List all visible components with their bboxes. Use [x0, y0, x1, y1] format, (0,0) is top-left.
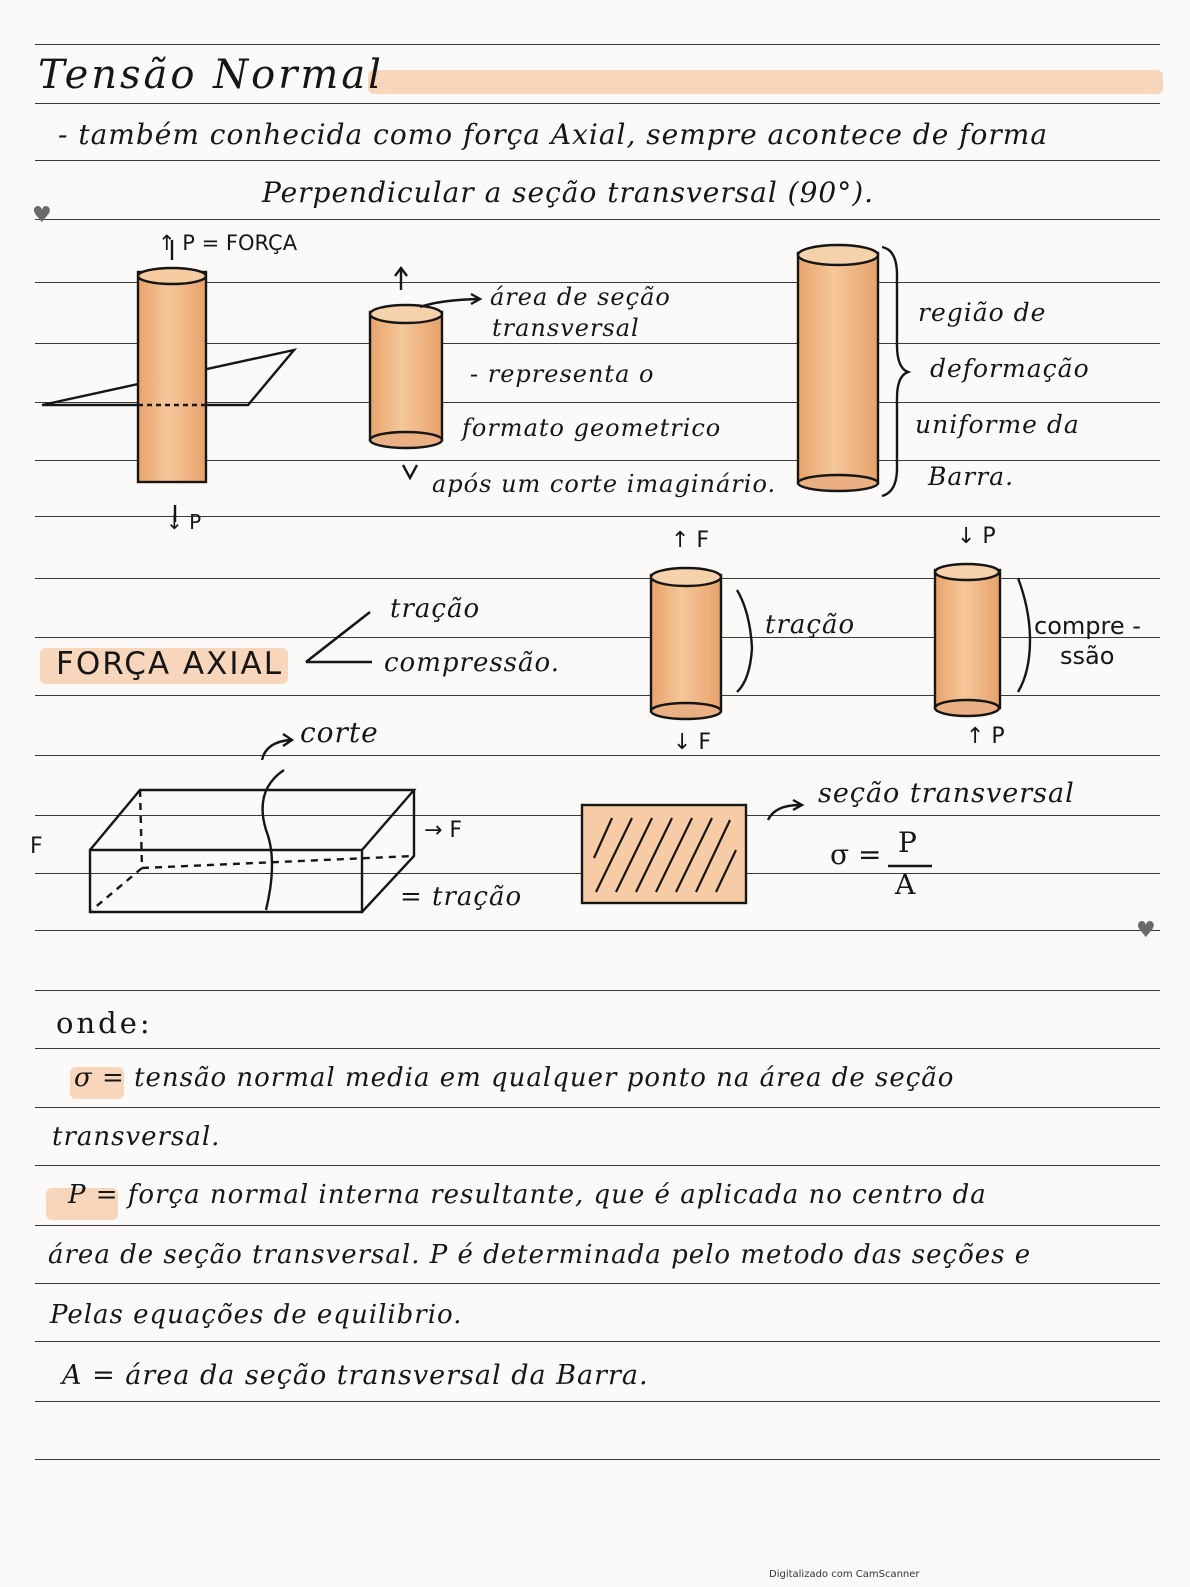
traction-cylinder: [651, 568, 752, 719]
a-definition: A = área da seção transversal da Barra.: [62, 1360, 649, 1391]
block-force-left: F: [30, 834, 43, 859]
represents-line-2: formato geometrico: [462, 414, 722, 442]
p-definition-2: área de seção transversal. P é determinada pelo metodo das seções e: [48, 1240, 1032, 1270]
sigma-definition-1: σ = tensão normal media em qualquer ponto na área de seção: [74, 1063, 955, 1093]
heart-doodle-icon: ♥: [1136, 918, 1156, 943]
bar-with-plane: [42, 240, 294, 522]
traction-force-top: ↑ F: [671, 528, 710, 553]
intro-line-1: - também conhecida como força Axial, sempre acontece de forma: [58, 118, 1049, 151]
compression-label-2: ssão: [1060, 642, 1115, 670]
3d-block: [90, 734, 414, 912]
block-force-right: → F: [424, 818, 463, 843]
scanner-watermark: Digitalizado com CamScanner: [769, 1569, 920, 1580]
force-bottom-label: ↓ P: [166, 510, 202, 534]
compression-cylinder: [935, 564, 1030, 716]
traction-force-bottom: ↓ F: [673, 730, 712, 755]
section-label: seção transversal: [818, 778, 1075, 809]
region-line-1: região de: [918, 298, 1047, 327]
axial-branch: [306, 612, 372, 662]
tall-bar: [798, 245, 908, 496]
sigma-definition-2: transversal.: [52, 1122, 221, 1152]
compression-force-bottom: ↑ P: [966, 724, 1005, 749]
cut-label: corte: [300, 716, 379, 749]
curly-brace: [882, 247, 908, 496]
compression-label-1: compre -: [1034, 612, 1141, 640]
region-line-3: uniforme da: [915, 410, 1080, 439]
represents-line-1: - representa o: [470, 360, 655, 388]
cut-section-cylinder: [370, 268, 480, 478]
intro-line-2: Perpendicular a seção transversal (90°).: [262, 176, 875, 209]
area-label-2: transversal: [492, 314, 640, 342]
area-label-1: área de seção: [490, 283, 671, 311]
formula-sigma: σ =: [830, 838, 882, 871]
region-line-2: deformação: [930, 354, 1090, 383]
branch-compression-label: compressão.: [384, 648, 560, 678]
p-definition-1: P = força normal interna resultante, que é aplicada no centro da: [68, 1180, 987, 1210]
represents-line-3: após um corte imaginário.: [432, 470, 777, 498]
hatched-section: [582, 800, 802, 903]
bar-cylinder: [138, 272, 206, 482]
branch-traction-label: tração: [390, 594, 481, 624]
formula-denominator: A: [895, 868, 916, 901]
compression-force-top: ↓ P: [957, 524, 996, 549]
formula-numerator: P: [898, 826, 917, 859]
region-line-4: Barra.: [928, 462, 1015, 491]
heart-doodle-icon: ♥: [32, 203, 52, 228]
page-title: Tensão Normal: [38, 52, 384, 98]
definitions-heading: onde:: [56, 1006, 153, 1040]
block-result: = tração: [400, 882, 523, 912]
force-top-label: ↑ P = FORÇA: [158, 231, 298, 255]
p-definition-3: Pelas equações de equilibrio.: [50, 1300, 463, 1330]
axial-force-label: FORÇA AXIAL: [56, 646, 283, 682]
traction-label: tração: [765, 610, 856, 640]
